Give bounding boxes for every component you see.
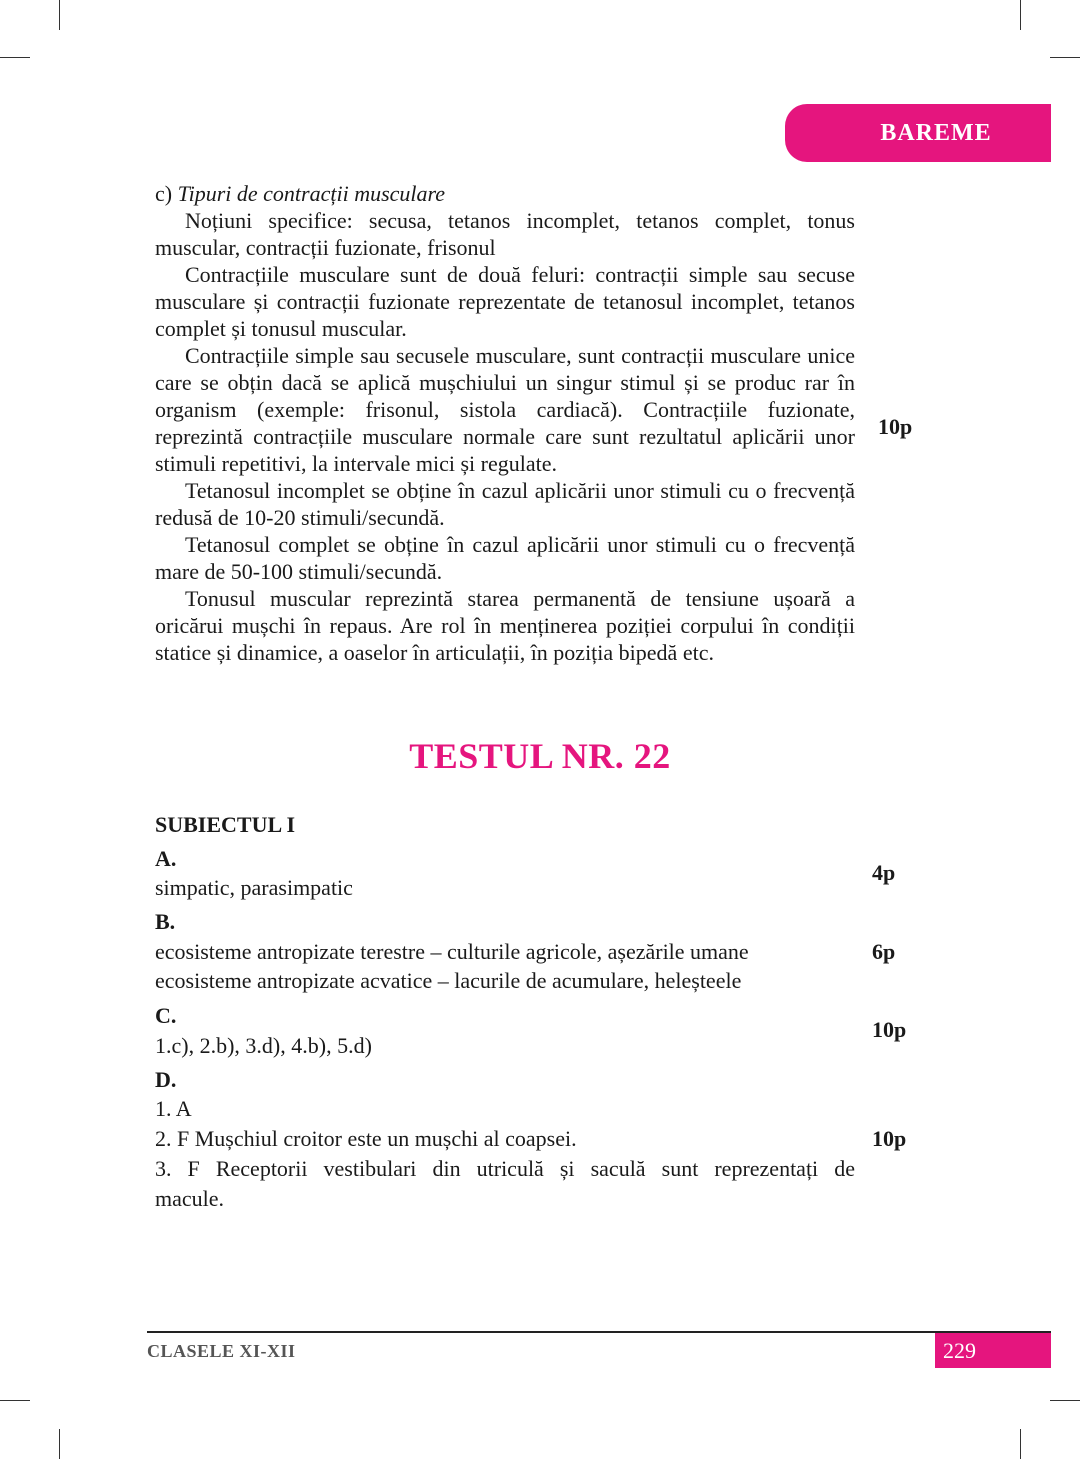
points-section-c: 10p — [878, 414, 913, 439]
item-b-answer: ecosisteme antropizate acvatice – lacurile de acumulare, heleșteele — [155, 968, 742, 993]
item-b-label: B. — [155, 909, 176, 934]
crop-mark — [1020, 1429, 1021, 1459]
paragraph: Contracțiile simple sau secusele musculare, sunt contracții musculare unice care se obțin dacă se aplică mușchiului un singur stimul și se produc rar în organism (exemple: frisonul, sistola cardiacă). Contracțiile fuzionate, reprezintă contracțiile musculare normale care sunt rezultatul aplicării unor stimuli repetitivi, la intervale mici și regulate. — [155, 343, 855, 476]
crop-mark — [1050, 1400, 1080, 1401]
item-a-answer: simpatic, parasimpatic — [155, 875, 353, 900]
paragraph: Contracțiile musculare sunt de două feluri: contracții simple sau secuse musculare și contracții fuzionate reprezentate de tetanosul incomplet, tetanos complet și tonusul muscular. — [155, 262, 855, 341]
section-c — [155, 180, 855, 666]
section-tab-label: BAREME — [880, 119, 992, 146]
section-tab — [785, 104, 1051, 162]
paragraph: Tonusul muscular reprezintă starea permanentă de tensiune ușoară a oricărui mușchi în repaus. Are rol în menținerea poziției corpului în condiții statice și dinamice, a oaselor în articulații, în poziția bipedă etc. — [155, 586, 855, 665]
subject-heading: SUBIECTUL I — [155, 812, 296, 837]
test-title: TESTUL NR. 22 — [409, 736, 671, 776]
item-c-answer: 1.c), 2.b), 3.d), 4.b), 5.d) — [155, 1033, 372, 1058]
footer-label: CLASELE XI-XII — [147, 1341, 296, 1361]
paragraph: Tetanosul incomplet se obține în cazul aplicării unor stimuli cu o frecvență redusă de 10-20 stimuli/secundă. — [155, 478, 855, 530]
crop-mark — [59, 0, 60, 30]
crop-mark — [1020, 0, 1021, 30]
page-number-text: 229 — [943, 1337, 976, 1363]
crop-mark — [1050, 57, 1080, 58]
points-b: 6p — [872, 939, 896, 964]
paragraph: Tetanosul complet se obține în cazul aplicării unor stimuli cu o frecvență mare de 50-100 stimuli/secundă. — [155, 532, 855, 584]
item-d-label: D. — [155, 1067, 177, 1092]
paragraph: Noțiuni specifice: secusa, tetanos incomplet, tetanos complet, tonus muscular, contracții fuzionate, frisonul — [155, 208, 855, 260]
points-a: 4p — [872, 860, 896, 885]
item-d-answer: 2. F Mușchiul croitor este un mușchi al coapsei. — [155, 1126, 577, 1151]
points-c: 10p — [872, 1017, 907, 1042]
points-d: 10p — [872, 1126, 907, 1151]
crop-mark — [0, 1400, 30, 1401]
crop-mark — [0, 57, 30, 58]
crop-mark — [59, 1429, 60, 1459]
item-d-answer: 3. F Receptorii vestibulari din utriculă și saculă sunt reprezentați de — [155, 1156, 855, 1181]
footer-rule — [147, 1331, 1051, 1333]
item-c-label: C. — [155, 1003, 177, 1028]
item-d-answer: 1. A — [155, 1096, 192, 1121]
item-b-answer: ecosisteme antropizate terestre – culturile agricole, așezările umane — [155, 939, 749, 964]
item-a-label: A. — [155, 846, 177, 871]
section-c-title: c) Tipuri de contracții musculare — [155, 181, 446, 206]
item-d-answer: macule. — [155, 1186, 225, 1211]
page-number — [935, 1333, 1051, 1368]
